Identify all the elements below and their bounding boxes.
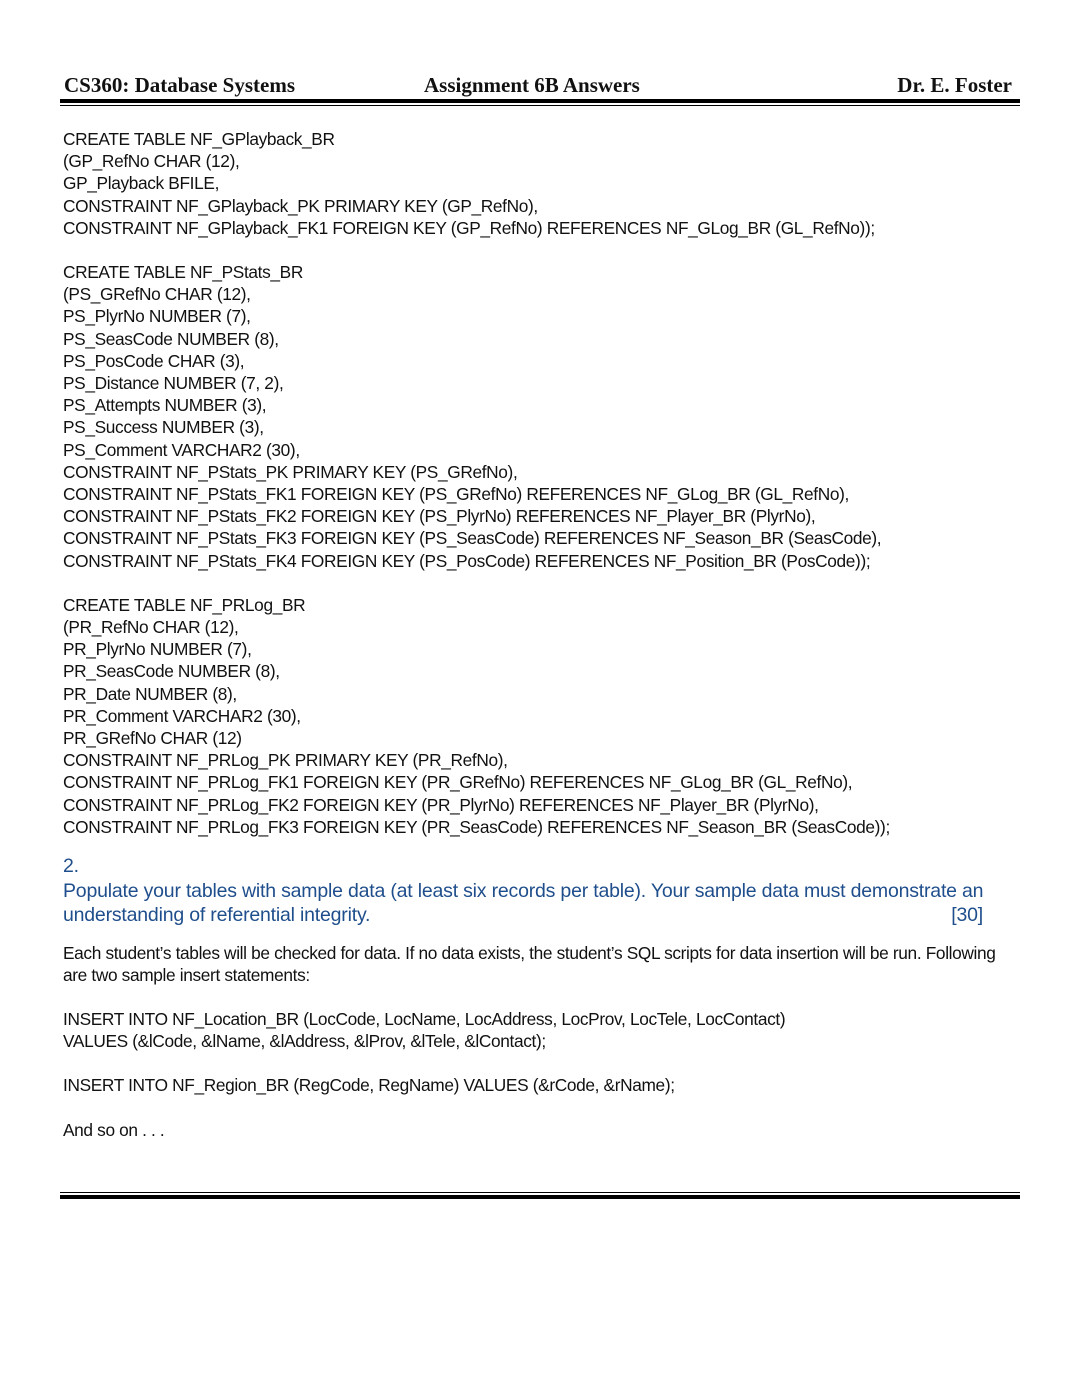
header-rule-thin bbox=[60, 105, 1020, 106]
code-line: CREATE TABLE NF_GPlayback_BR bbox=[63, 129, 335, 149]
code-line: PR_GRefNo CHAR (12) bbox=[63, 728, 242, 749]
footer-rule-thin bbox=[60, 1192, 1020, 1193]
code-line: CONSTRAINT NF_PStats_FK3 FOREIGN KEY (PS_SeasCode) REFERENCES NF_Season_BR (SeasCode), bbox=[63, 528, 882, 549]
sql-block-prlog bbox=[63, 594, 1003, 838]
code-line: (PR_RefNo CHAR (12), bbox=[63, 617, 239, 638]
question-marks: [30] bbox=[951, 904, 983, 927]
code-line: PS_SeasCode NUMBER (8), bbox=[63, 328, 279, 349]
question-number: 2. bbox=[63, 855, 79, 878]
code-line: PS_PlyrNo NUMBER (7), bbox=[63, 306, 251, 327]
explanation-paragraph: Each student’s tables will be checked for data. If no data exists, the student’s SQL scripts for data insertion will be run. Following are two sample insert statements: bbox=[63, 942, 996, 985]
code-line: PS_PosCode CHAR (3), bbox=[63, 350, 245, 371]
question-line-2: understanding of referential integrity. bbox=[63, 904, 371, 927]
question-line-1: Populate your tables with sample data (at least six records per table). Your sample data must demonstrate an bbox=[63, 879, 984, 902]
code-line: CONSTRAINT NF_PRLog_PK PRIMARY KEY (PR_RefNo), bbox=[63, 750, 508, 771]
insert-statement-region bbox=[63, 1074, 1003, 1096]
code-line: CONSTRAINT NF_PStats_FK2 FOREIGN KEY (PS_PlyrNo) REFERENCES NF_Player_BR (PlyrNo), bbox=[63, 506, 816, 527]
sql-block-pstats bbox=[63, 261, 1003, 572]
spacer bbox=[63, 239, 1003, 261]
code-line: GP_Playback BFILE, bbox=[63, 173, 220, 194]
code-line: PS_Distance NUMBER (7, 2), bbox=[63, 373, 284, 394]
code-line: CONSTRAINT NF_GPlayback_PK PRIMARY KEY (GP_RefNo), bbox=[63, 195, 538, 216]
code-line: CONSTRAINT NF_PRLog_FK3 FOREIGN KEY (PR_SeasCode) REFERENCES NF_Season_BR (SeasCode)); bbox=[63, 816, 890, 837]
code-line: INSERT INTO NF_Location_BR (LocCode, LocName, LocAddress, LocProv, LocTele, LocContact) bbox=[63, 1009, 786, 1029]
code-line: CREATE TABLE NF_PStats_BR bbox=[63, 262, 303, 283]
code-line: (PS_GRefNo CHAR (12), bbox=[63, 284, 251, 305]
code-line: (GP_RefNo CHAR (12), bbox=[63, 151, 240, 172]
code-line: INSERT INTO NF_Region_BR (RegCode, RegName) VALUES (&rCode, &rName); bbox=[63, 1075, 675, 1096]
spacer bbox=[63, 572, 1003, 594]
code-line: CREATE TABLE NF_PRLog_BR bbox=[63, 594, 306, 615]
code-line: CONSTRAINT NF_PRLog_FK1 FOREIGN KEY (PR_GRefNo) REFERENCES NF_GLog_BR (GL_RefNo), bbox=[63, 772, 853, 793]
question-last-row bbox=[63, 903, 983, 928]
code-line: PR_SeasCode NUMBER (8), bbox=[63, 661, 280, 682]
code-line: CONSTRAINT NF_PStats_FK1 FOREIGN KEY (PS_GRefNo) REFERENCES NF_GLog_BR (GL_RefNo), bbox=[63, 484, 849, 505]
question-2 bbox=[63, 854, 1003, 928]
header-rule-thick bbox=[60, 99, 1020, 103]
insert-statement-location bbox=[63, 1008, 1003, 1052]
closing-text bbox=[63, 1119, 1003, 1141]
document-body bbox=[63, 128, 1003, 1141]
code-line: PR_Date NUMBER (8), bbox=[63, 683, 237, 704]
code-line: CONSTRAINT NF_PStats_PK PRIMARY KEY (PS_GRefNo), bbox=[63, 461, 518, 482]
code-line: PR_Comment VARCHAR2 (30), bbox=[63, 705, 301, 726]
code-line: CONSTRAINT NF_PStats_FK4 FOREIGN KEY (PS_PosCode) REFERENCES NF_Position_BR (PosCode)); bbox=[63, 550, 871, 571]
code-line: PR_PlyrNo NUMBER (7), bbox=[63, 639, 252, 660]
code-line: CONSTRAINT NF_PRLog_FK2 FOREIGN KEY (PR_PlyrNo) REFERENCES NF_Player_BR (PlyrNo), bbox=[63, 794, 819, 815]
sql-block-gplayback bbox=[63, 128, 1003, 239]
code-line: CONSTRAINT NF_GPlayback_FK1 FOREIGN KEY (GP_RefNo) REFERENCES NF_GLog_BR (GL_RefNo)); bbox=[63, 217, 875, 238]
footer-rule-thick bbox=[60, 1195, 1020, 1199]
course-title: CS360: Database Systems bbox=[64, 73, 295, 97]
instructor-name: Dr. E. Foster bbox=[897, 73, 1012, 97]
code-line: VALUES (&lCode, &lName, &lAddress, &lProv, &lTele, &lContact); bbox=[63, 1031, 546, 1052]
code-line: PS_Comment VARCHAR2 (30), bbox=[63, 439, 300, 460]
code-line: PS_Attempts NUMBER (3), bbox=[63, 395, 267, 416]
assignment-title: Assignment 6B Answers bbox=[424, 73, 640, 97]
closing-line: And so on . . . bbox=[63, 1119, 165, 1140]
code-line: PS_Success NUMBER (3), bbox=[63, 417, 264, 438]
page-header bbox=[62, 70, 1018, 100]
